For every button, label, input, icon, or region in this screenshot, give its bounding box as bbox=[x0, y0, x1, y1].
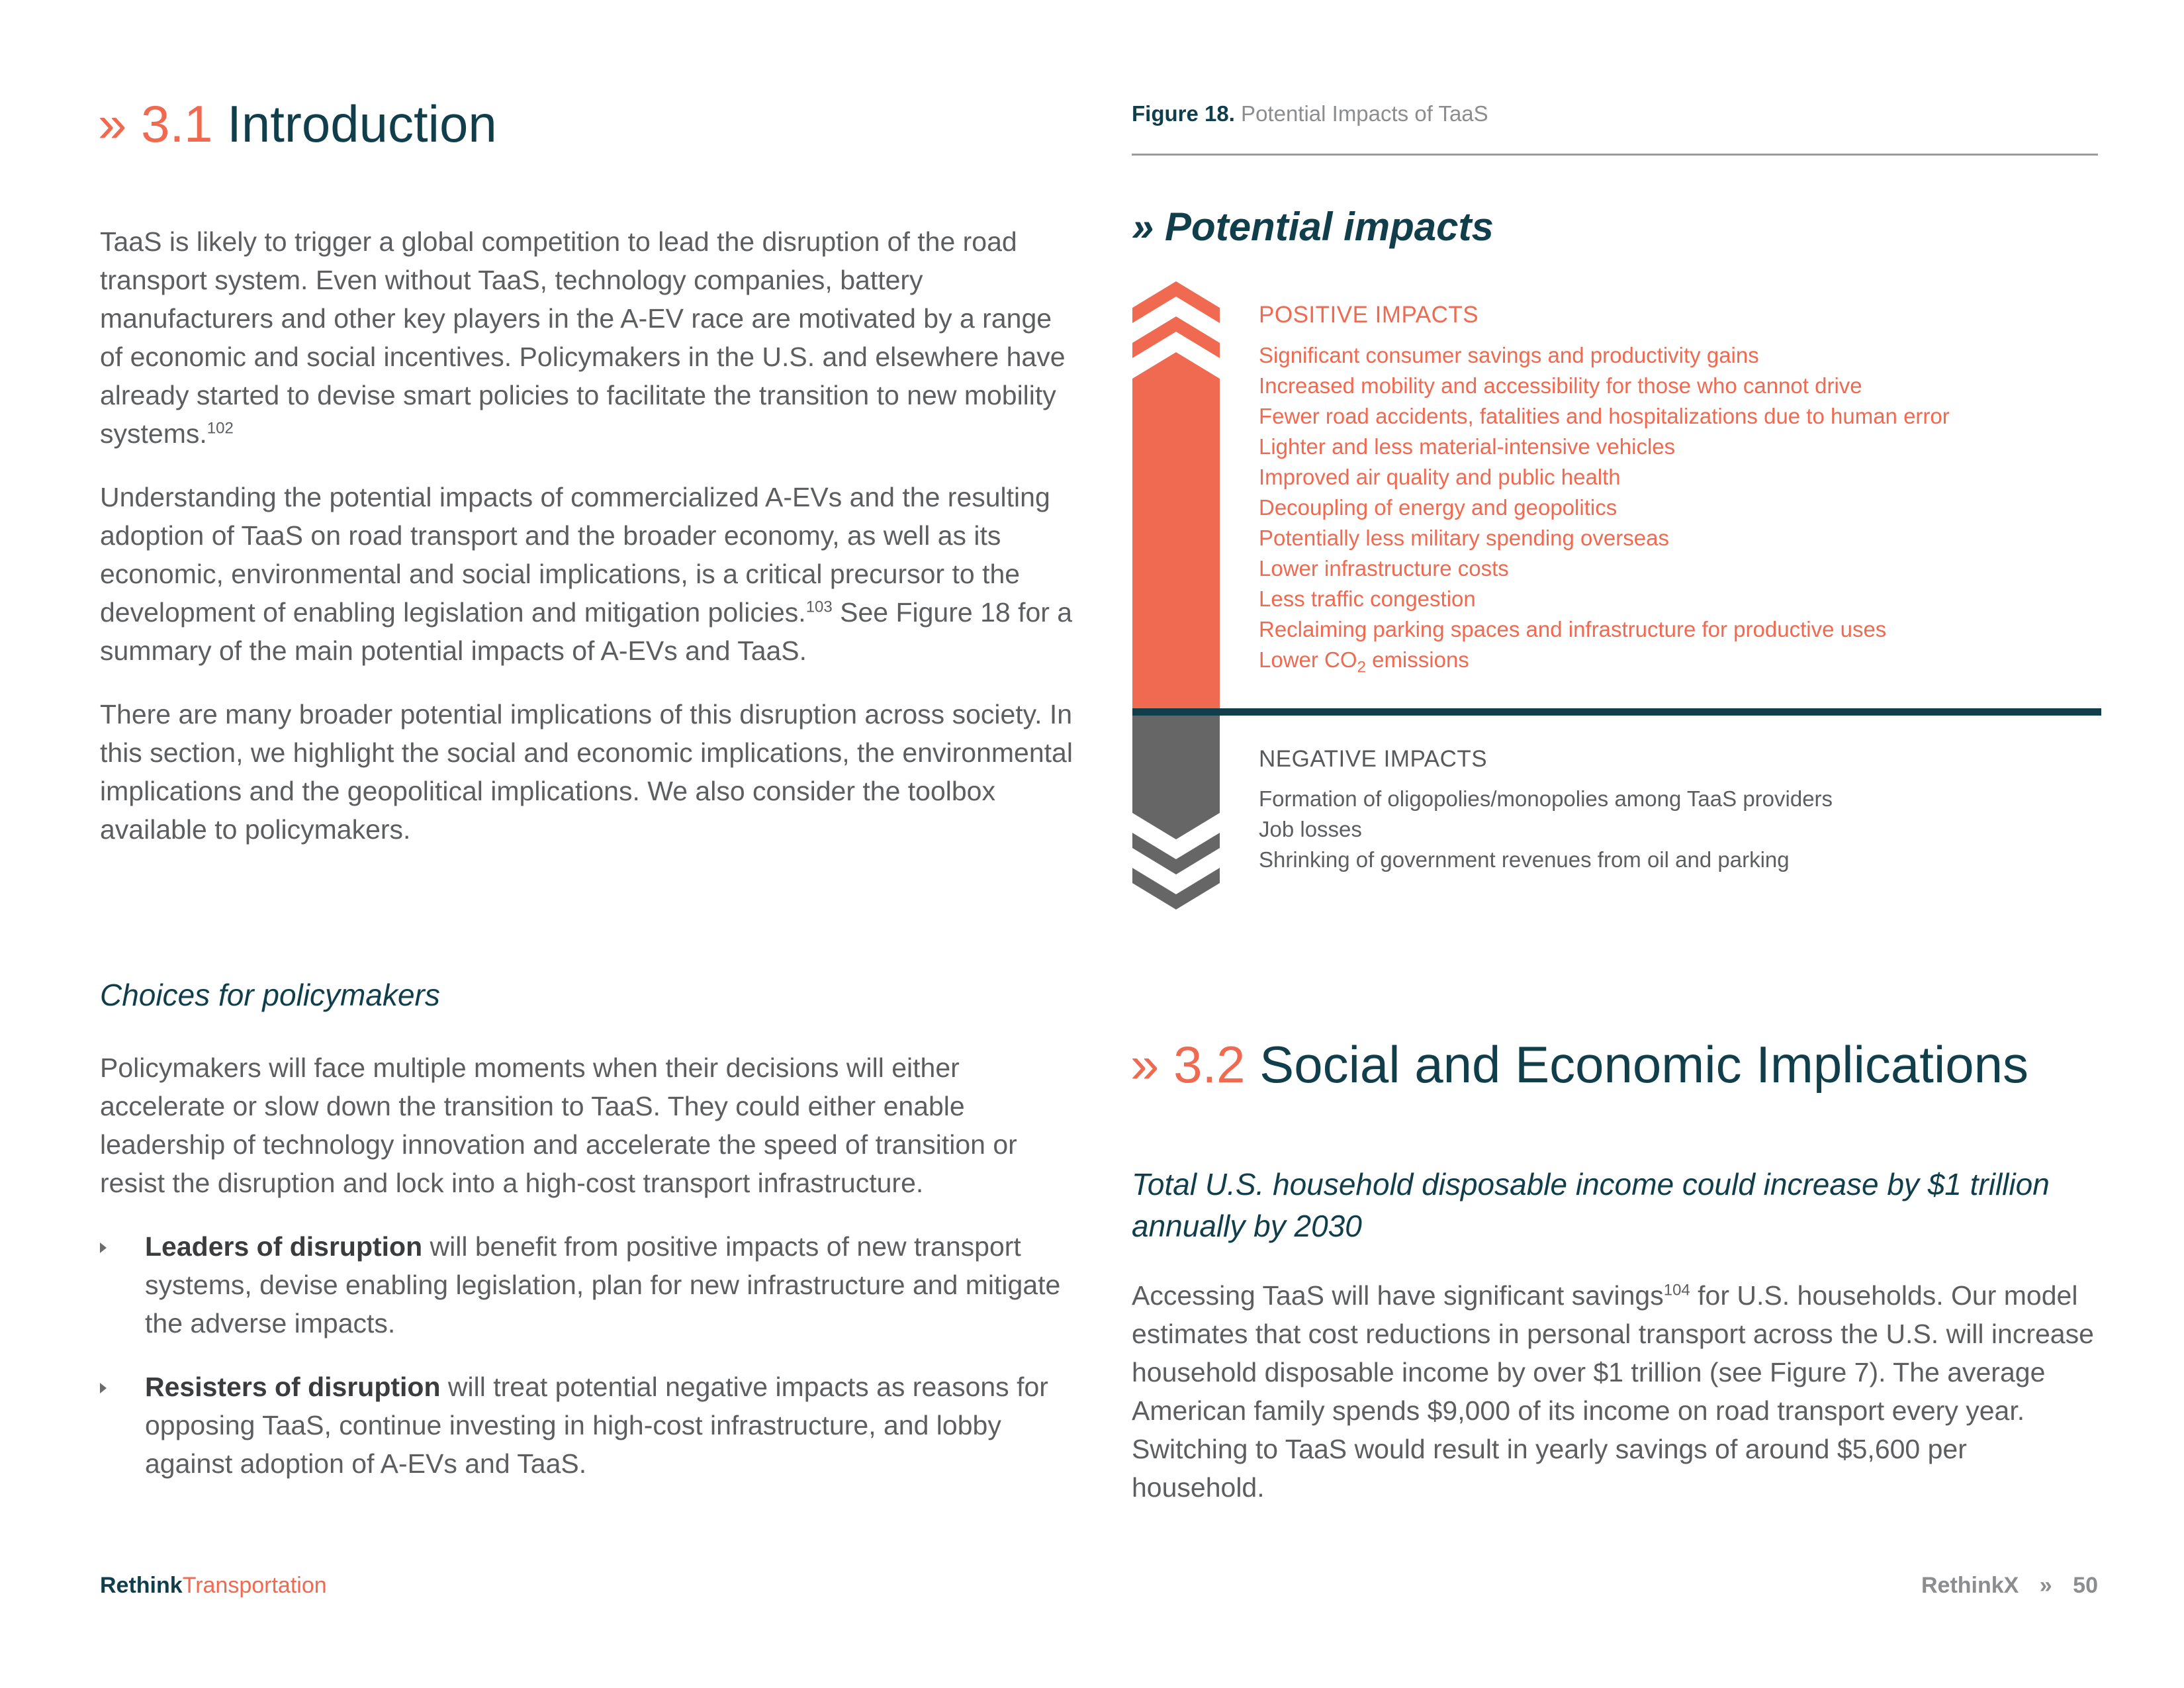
section-32-paragraph: Accessing TaaS will have significant savings$^{104}$ for U.S. households. Our model estimates that cost reductions in personal transport across the U.S. will increase household disposable income by over $1 trillion (see Figure 7). The average American family spends $9,000 of its income on road transport every year. Switching to TaaS would result in yearly savings of around $5,600 per household. bbox=[1132, 1280, 2094, 1503]
section-32-subheading: Total U.S. household disposable income could increase by $1 trillion annually by 2030 bbox=[1132, 1167, 2050, 1243]
positive-impact-item: Reclaiming parking spaces and infrastructure for productive uses bbox=[1259, 617, 1887, 641]
negative-impact-item: Formation of oligopolies/monopolies among TaaS providers bbox=[1259, 786, 1833, 811]
impacts-divider bbox=[1132, 708, 2101, 716]
footer-separator: » bbox=[2039, 1573, 2052, 1598]
positive-impact-item: Fewer road accidents, fatalities and hospitalizations due to human error bbox=[1259, 404, 1950, 428]
positive-impact-item: Increased mobility and accessibility for those who cannot drive bbox=[1259, 373, 1862, 398]
positive-arrow-body bbox=[1132, 352, 1220, 708]
positive-impact-item: Improved air quality and public health bbox=[1259, 465, 1621, 489]
negative-impacts-list bbox=[1259, 784, 2086, 875]
bullet-leaders: Leaders of disruption will benefit from positive impacts of new transport systems, devise enabling legislation, plan for new infrastructure and mitigate the adverse impacts. bbox=[100, 1227, 1073, 1342]
section-title: Introduction bbox=[227, 95, 497, 153]
bullet-triangle-icon bbox=[100, 1383, 107, 1393]
positive-impact-item: Lighter and less material-intensive vehicles bbox=[1259, 434, 1676, 459]
negative-impacts-label: NEGATIVE IMPACTS bbox=[1259, 746, 1488, 772]
footer-page-info bbox=[1921, 1573, 2098, 1599]
figure-caption: Figure 18. Potential Impacts of TaaS bbox=[1132, 101, 1488, 126]
intro-paragraph-1: TaaS is likely to trigger a global competition to lead the disruption of the road transport system. Even without TaaS, technology companies, battery manufacturers and other key players in the A-EV race are motivated by a range of economic and social incentives. Policymakers in the U.S. and elsewhere have already started to devise smart policies to facilitate the transition to new mobility systems.$^{102}$ bbox=[100, 226, 1066, 449]
intro-paragraph-3: There are many broader potential implications of this disruption across society. In this section, we highlight the social and economic implications, the environmental implications and the geopolitical implications. We also consider the toolbox available to policymakers. bbox=[100, 699, 1073, 845]
positive-impact-item: Significant consumer savings and productivity gains bbox=[1259, 343, 1759, 367]
section-marker: » bbox=[1130, 1035, 1160, 1094]
negative-impact-item: Job losses bbox=[1259, 817, 1362, 841]
choices-heading: Choices for policymakers bbox=[100, 978, 440, 1012]
intro-paragraph-2: Understanding the potential impacts of commercialized A-EVs and the resulting adoption of TaaS on road transport and the broader economy, as well as its economic, environmental and social implications, is a critical precursor to the development of enabling legislation and mitigation policies.$^{103}$ See Figure 18 for a summary of the main potential impacts of A-EVs and TaaS. bbox=[100, 482, 1073, 666]
positive-impact-item: Less traffic congestion bbox=[1259, 586, 1476, 611]
page-number: 50 bbox=[2073, 1573, 2098, 1598]
section-32-body bbox=[1132, 1276, 2099, 1532]
figure-title: » Potential impacts bbox=[1132, 205, 1494, 249]
section-number: 3.1 bbox=[141, 95, 213, 153]
bullet-triangle-icon bbox=[100, 1243, 107, 1253]
positive-impact-item: Potentially less military spending overseas bbox=[1259, 526, 1669, 550]
choices-bullet-list bbox=[100, 1227, 1073, 1483]
section-32-heading bbox=[1130, 1037, 2028, 1094]
footnote-ref: 104 bbox=[1663, 1281, 1690, 1299]
section-31-heading bbox=[98, 96, 497, 153]
up-chevron-icon bbox=[1132, 316, 1220, 358]
intro-body bbox=[100, 222, 1073, 874]
negative-impact-item: Shrinking of government revenues from oil and parking bbox=[1259, 847, 1790, 872]
section-marker: » bbox=[98, 95, 127, 153]
negative-arrow-body bbox=[1132, 716, 1220, 839]
positive-impact-item: Lower infrastructure costs bbox=[1259, 556, 1509, 581]
footnote-ref: 102 bbox=[206, 419, 234, 438]
positive-impacts-label: POSITIVE IMPACTS bbox=[1259, 302, 1479, 328]
section-number: 3.2 bbox=[1173, 1035, 1246, 1094]
figure-rule bbox=[1132, 154, 2098, 156]
footer-brand: RethinkTransportation bbox=[100, 1573, 327, 1598]
choices-body bbox=[100, 1049, 1073, 1508]
bullet-resisters: Resisters of disruption will treat potential negative impacts as reasons for opposing TaaS, continue investing in high-cost infrastructure, and lobby against adoption of A-EVs and TaaS. bbox=[100, 1368, 1073, 1483]
positive-impact-item: Decoupling of energy and geopolitics bbox=[1259, 495, 1617, 520]
choices-paragraph: Policymakers will face multiple moments when their decisions will either accelerate or slow down the transition to TaaS. They could either enable leadership of technology innovation and accelerate the speed of transition or resist the disruption and lock into a high-cost transport infrastructure. bbox=[100, 1053, 1017, 1198]
footnote-ref: 103 bbox=[805, 598, 833, 616]
footer-org: RethinkX bbox=[1921, 1573, 2019, 1598]
positive-impacts-list bbox=[1259, 340, 2086, 675]
section-title: Social and Economic Implications bbox=[1259, 1035, 2029, 1094]
positive-impact-item: Lower $CO_2$ emissions bbox=[1259, 647, 1469, 677]
